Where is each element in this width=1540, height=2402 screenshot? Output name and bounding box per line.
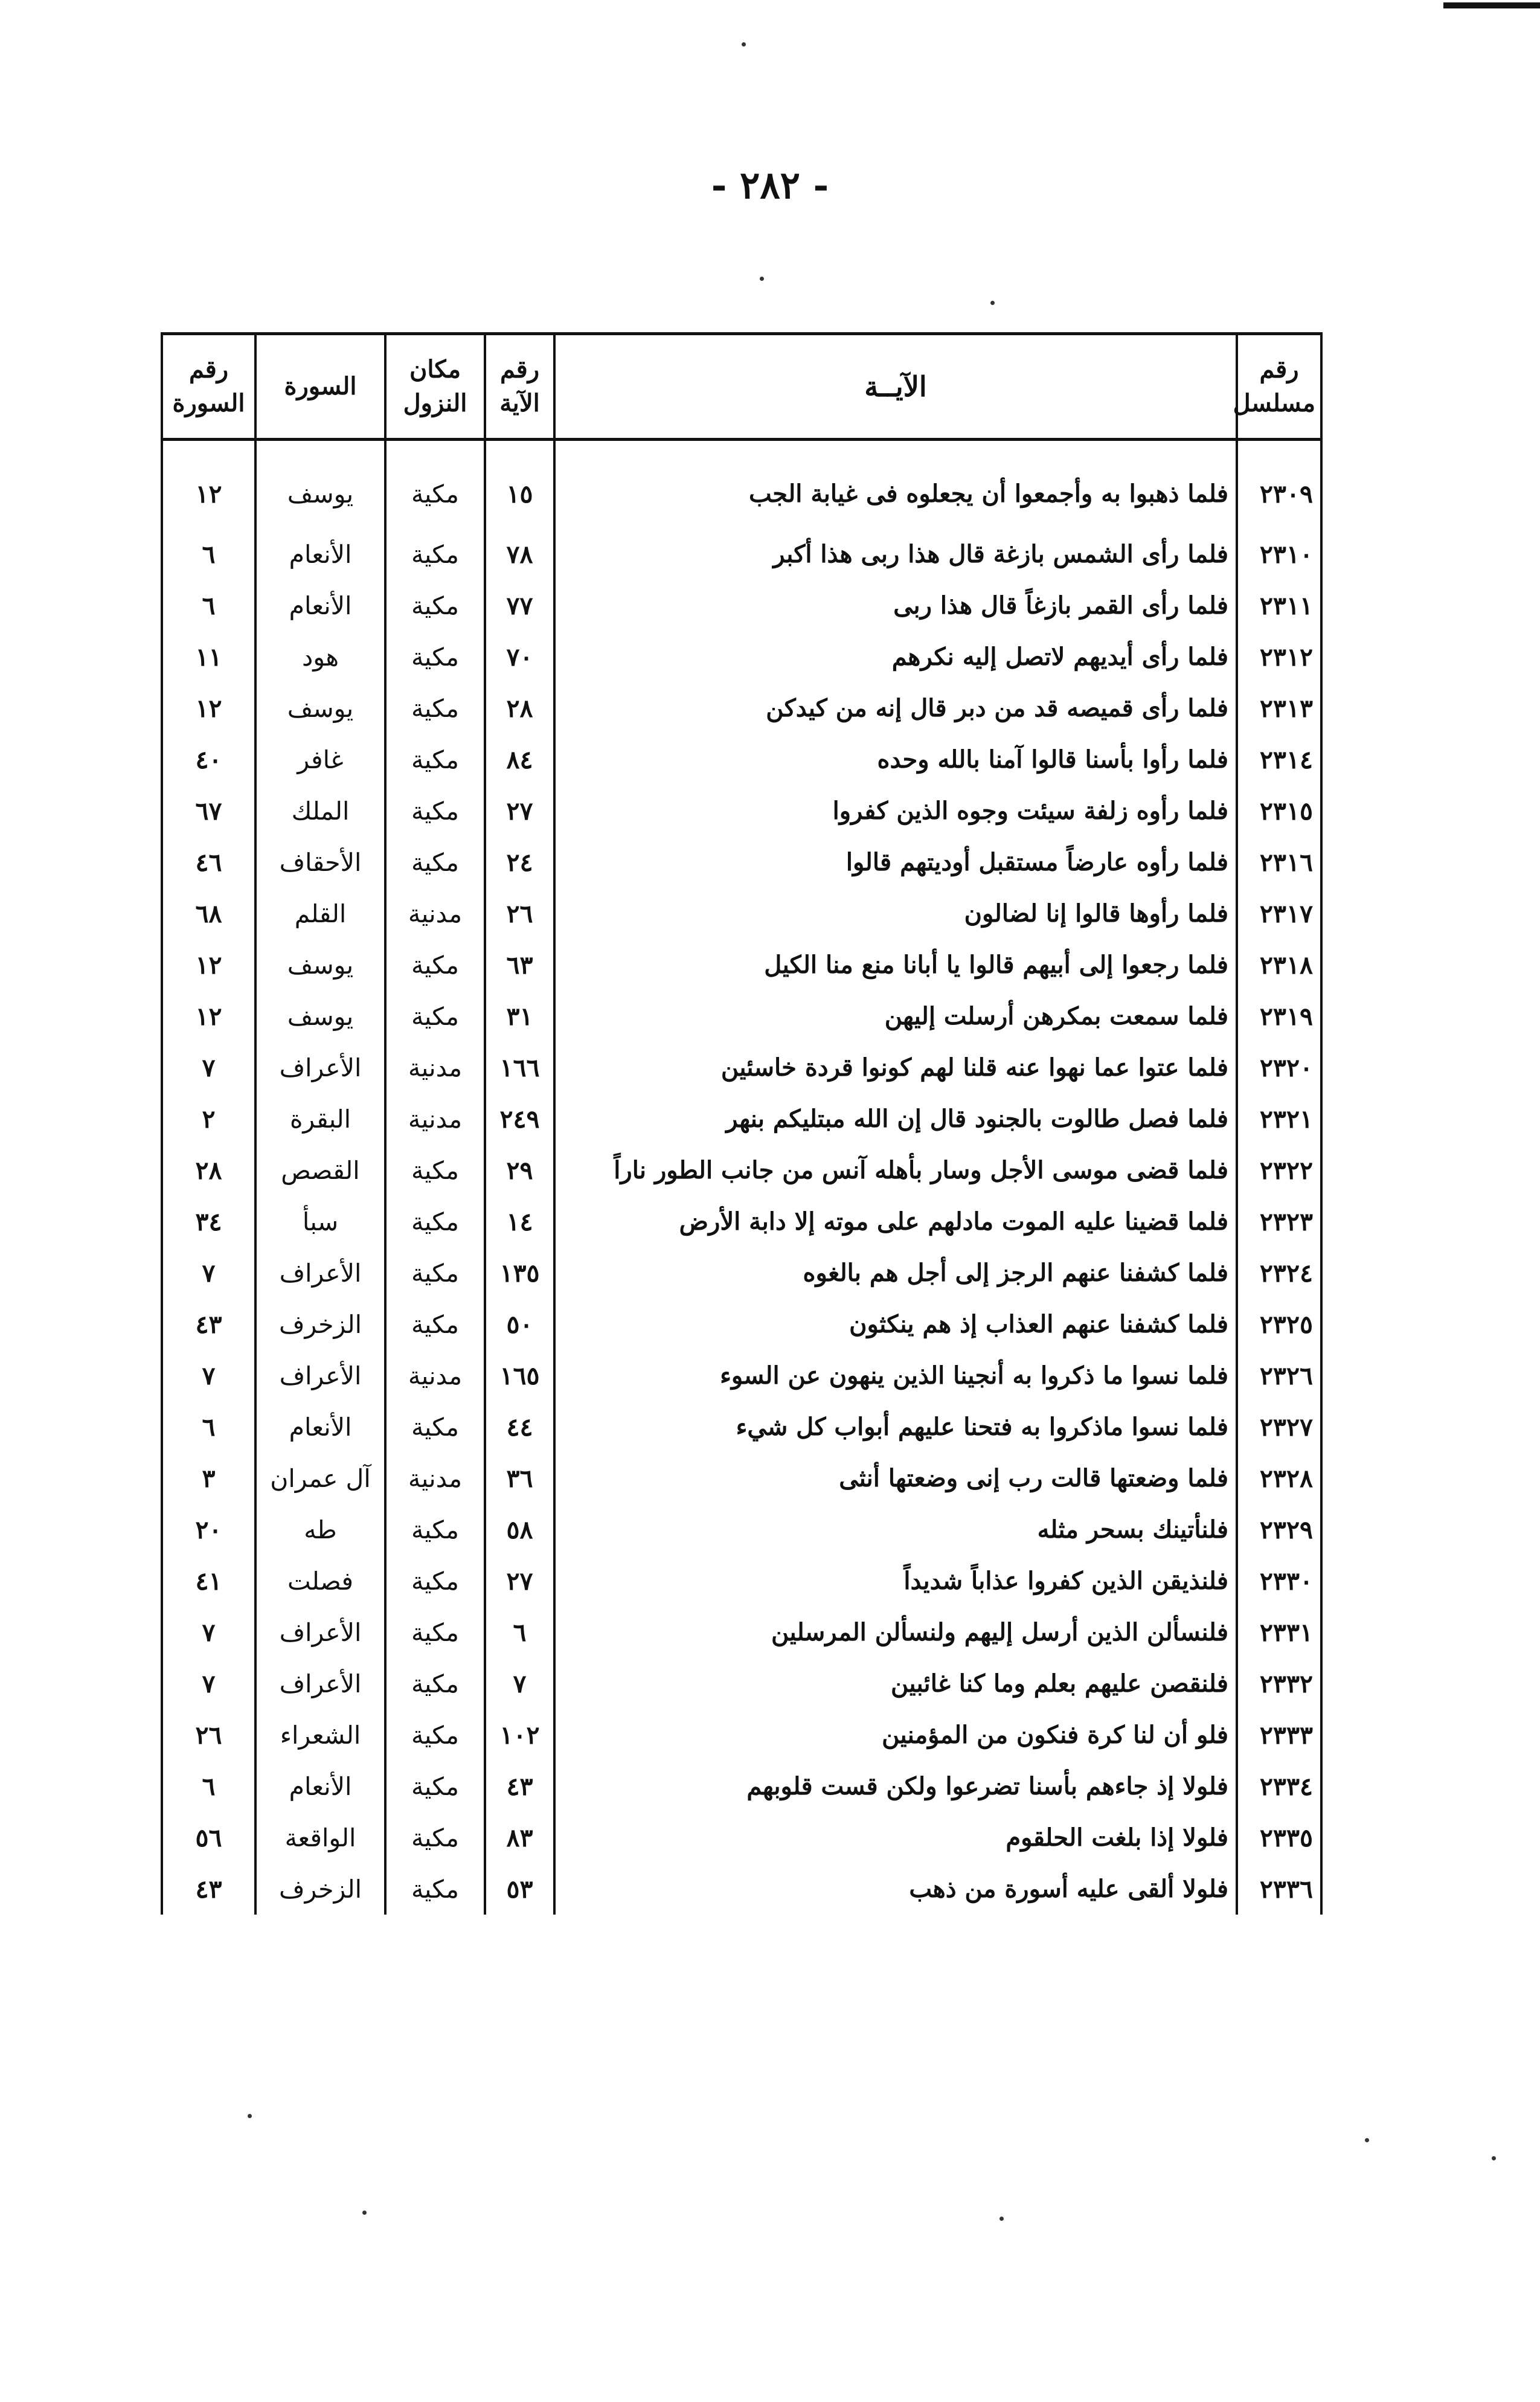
revelation-place-cell: مكية xyxy=(385,1863,485,1915)
surah-name-cell: غافر xyxy=(255,734,385,785)
surah-name-cell: سبأ xyxy=(255,1196,385,1247)
table-row xyxy=(162,528,1321,580)
verse-cell: فلما رأوها قالوا إنا لضالون xyxy=(554,888,1237,939)
surah-number-cell: ٦ xyxy=(162,528,255,580)
table-row xyxy=(162,1401,1321,1453)
surah-number-cell: ٤١ xyxy=(162,1555,255,1607)
serial-cell: ٢٣٣٣ xyxy=(1237,1709,1321,1761)
serial-cell: ٢٣٣٦ xyxy=(1237,1863,1321,1915)
verse-cell: فلولا ألقى عليه أسورة من ذهب xyxy=(554,1863,1237,1915)
revelation-place-cell: مكية xyxy=(385,1401,485,1453)
verse-cell: فلما رأوه زلفة سيئت وجوه الذين كفروا xyxy=(554,785,1237,837)
header-surah: السورة xyxy=(255,334,385,440)
surah-name-cell: الأنعام xyxy=(255,1761,385,1812)
serial-cell: ٢٣٢٧ xyxy=(1237,1401,1321,1453)
verse-cell: فلما رأى القمر بازغاً قال هذا ربى xyxy=(554,580,1237,631)
verse-cell: فلنقصن عليهم بعلم وما كنا غائبين xyxy=(554,1658,1237,1709)
serial-cell: ٢٣١٥ xyxy=(1237,785,1321,837)
serial-cell: ٢٣١٣ xyxy=(1237,682,1321,734)
surah-name-cell: يوسف xyxy=(255,991,385,1042)
verse-cell: فلما نسوا ماذكروا به فتحنا عليهم أبواب كل شيء xyxy=(554,1401,1237,1453)
serial-cell: ٢٣٢٠ xyxy=(1237,1042,1321,1093)
revelation-place-cell: مكية xyxy=(385,1504,485,1555)
surah-name-cell: الأعراف xyxy=(255,1607,385,1658)
verse-cell: فلنأتينك بسحر مثله xyxy=(554,1504,1237,1555)
table-row xyxy=(162,1042,1321,1093)
serial-cell: ٢٣٣١ xyxy=(1237,1607,1321,1658)
surah-number-cell: ٦٨ xyxy=(162,888,255,939)
verse-cell: فلما كشفنا عنهم العذاب إذ هم ينكثون xyxy=(554,1299,1237,1350)
serial-cell: ٢٣١٩ xyxy=(1237,991,1321,1042)
scan-speck xyxy=(362,2211,367,2215)
table-header-row xyxy=(162,334,1321,440)
revelation-place-cell: مكية xyxy=(385,682,485,734)
surah-number-cell: ٦٧ xyxy=(162,785,255,837)
ayah-number-cell: ٦ xyxy=(485,1607,554,1658)
table-row xyxy=(162,682,1321,734)
ayah-number-cell: ١٥ xyxy=(485,440,554,529)
serial-cell: ٢٣١٦ xyxy=(1237,837,1321,888)
revelation-place-cell: مكية xyxy=(385,1812,485,1863)
ayah-number-cell: ٢٧ xyxy=(485,1555,554,1607)
revelation-place-cell: مكية xyxy=(385,734,485,785)
verse-cell: فلما قضى موسى الأجل وسار بأهله آنس من جانب الطور ناراً xyxy=(554,1145,1237,1196)
revelation-place-cell: مكية xyxy=(385,1145,485,1196)
ayah-number-cell: ٧٨ xyxy=(485,528,554,580)
ayah-number-cell: ٢٧ xyxy=(485,785,554,837)
surah-name-cell: يوسف xyxy=(255,440,385,529)
surah-number-cell: ٤٠ xyxy=(162,734,255,785)
serial-cell: ٢٣٣٠ xyxy=(1237,1555,1321,1607)
serial-cell: ٢٣١٧ xyxy=(1237,888,1321,939)
surah-number-cell: ٣٤ xyxy=(162,1196,255,1247)
surah-number-cell: ١٢ xyxy=(162,939,255,991)
surah-name-cell: الأعراف xyxy=(255,1658,385,1709)
table-row xyxy=(162,1812,1321,1863)
ayah-number-cell: ١٣٥ xyxy=(485,1247,554,1299)
revelation-place-cell: مكية xyxy=(385,631,485,682)
table-row xyxy=(162,734,1321,785)
table-row xyxy=(162,939,1321,991)
verse-index-table-wrapper xyxy=(163,332,1323,1915)
serial-cell: ٢٣٣٢ xyxy=(1237,1658,1321,1709)
header-serial: رقم مسلسل xyxy=(1237,334,1321,440)
revelation-place-cell: مكية xyxy=(385,1658,485,1709)
ayah-number-cell: ٢٤٩ xyxy=(485,1093,554,1145)
table-row xyxy=(162,837,1321,888)
verse-cell: فلما نسوا ما ذكروا به أنجينا الذين ينهون عن السوء xyxy=(554,1350,1237,1401)
table-row xyxy=(162,1504,1321,1555)
ayah-number-cell: ٥٣ xyxy=(485,1863,554,1915)
surah-name-cell: الزخرف xyxy=(255,1299,385,1350)
revelation-place-cell: مكية xyxy=(385,991,485,1042)
surah-name-cell: يوسف xyxy=(255,682,385,734)
verse-cell: فلما عتوا عما نهوا عنه قلنا لهم كونوا قردة خاسئين xyxy=(554,1042,1237,1093)
revelation-place-cell: مدنية xyxy=(385,1093,485,1145)
table-row xyxy=(162,440,1321,529)
scan-speck xyxy=(742,42,746,47)
surah-number-cell: ٧ xyxy=(162,1247,255,1299)
serial-cell: ٢٣٢٥ xyxy=(1237,1299,1321,1350)
surah-number-cell: ٧ xyxy=(162,1350,255,1401)
serial-cell: ٢٣٢٩ xyxy=(1237,1504,1321,1555)
revelation-place-cell: مكية xyxy=(385,580,485,631)
surah-number-cell: ٧ xyxy=(162,1607,255,1658)
ayah-number-cell: ٨٤ xyxy=(485,734,554,785)
scan-speck xyxy=(248,2114,252,2118)
surah-name-cell: القصص xyxy=(255,1145,385,1196)
ayah-number-cell: ١٠٢ xyxy=(485,1709,554,1761)
surah-number-cell: ١١ xyxy=(162,631,255,682)
surah-name-cell: طه xyxy=(255,1504,385,1555)
ayah-number-cell: ٦٣ xyxy=(485,939,554,991)
revelation-place-cell: مدنية xyxy=(385,1350,485,1401)
serial-cell: ٢٣١٤ xyxy=(1237,734,1321,785)
verse-cell: فلنذيقن الذين كفروا عذاباً شديداً xyxy=(554,1555,1237,1607)
table-row xyxy=(162,1555,1321,1607)
surah-number-cell: ٤٦ xyxy=(162,837,255,888)
table-row xyxy=(162,1863,1321,1915)
ayah-number-cell: ٢٩ xyxy=(485,1145,554,1196)
header-surah-number: رقم السورة xyxy=(162,334,255,440)
surah-name-cell: الأعراف xyxy=(255,1247,385,1299)
surah-name-cell: الزخرف xyxy=(255,1863,385,1915)
surah-name-cell: الأنعام xyxy=(255,528,385,580)
verse-index-table xyxy=(161,332,1323,1915)
header-revelation-place: مكان النزول xyxy=(385,334,485,440)
table-row xyxy=(162,1658,1321,1709)
ayah-number-cell: ١٦٥ xyxy=(485,1350,554,1401)
surah-number-cell: ٢٦ xyxy=(162,1709,255,1761)
revelation-place-cell: مدنية xyxy=(385,888,485,939)
scan-speck xyxy=(999,2217,1004,2221)
verse-cell: فلما فصل طالوت بالجنود قال إن الله مبتليكم بنهر xyxy=(554,1093,1237,1145)
table-row xyxy=(162,1709,1321,1761)
verse-cell: فلو أن لنا كرة فنكون من المؤمنين xyxy=(554,1709,1237,1761)
revelation-place-cell: مكية xyxy=(385,1299,485,1350)
ayah-number-cell: ٣١ xyxy=(485,991,554,1042)
revelation-place-cell: مكية xyxy=(385,1196,485,1247)
header-ayah-number: رقم الآية xyxy=(485,334,554,440)
verse-cell: فلما سمعت بمكرهن أرسلت إليهن xyxy=(554,991,1237,1042)
table-row xyxy=(162,1145,1321,1196)
revelation-place-cell: مكية xyxy=(385,939,485,991)
table-row xyxy=(162,1350,1321,1401)
serial-cell: ٢٣٠٩ xyxy=(1237,440,1321,529)
surah-number-cell: ١٢ xyxy=(162,682,255,734)
surah-name-cell: فصلت xyxy=(255,1555,385,1607)
serial-cell: ٢٣١١ xyxy=(1237,580,1321,631)
surah-name-cell: القلم xyxy=(255,888,385,939)
surah-number-cell: ١٢ xyxy=(162,991,255,1042)
surah-number-cell: ٢٨ xyxy=(162,1145,255,1196)
table-row xyxy=(162,1093,1321,1145)
table-row xyxy=(162,888,1321,939)
ayah-number-cell: ٤٤ xyxy=(485,1401,554,1453)
surah-name-cell: الواقعة xyxy=(255,1812,385,1863)
revelation-place-cell: مكية xyxy=(385,1607,485,1658)
surah-number-cell: ٢٠ xyxy=(162,1504,255,1555)
verse-cell: فلما رجعوا إلى أبيهم قالوا يا أبانا منع منا الكيل xyxy=(554,939,1237,991)
revelation-place-cell: مكية xyxy=(385,1555,485,1607)
revelation-place-cell: مكية xyxy=(385,528,485,580)
surah-number-cell: ٧ xyxy=(162,1042,255,1093)
surah-name-cell: آل عمران xyxy=(255,1453,385,1504)
surah-name-cell: الأعراف xyxy=(255,1042,385,1093)
verse-cell: فلما كشفنا عنهم الرجز إلى أجل هم بالغوه xyxy=(554,1247,1237,1299)
table-row xyxy=(162,580,1321,631)
surah-name-cell: الملك xyxy=(255,785,385,837)
revelation-place-cell: مكية xyxy=(385,1709,485,1761)
surah-name-cell: البقرة xyxy=(255,1093,385,1145)
verse-cell: فلما قضينا عليه الموت مادلهم على موته إلا دابة الأرض xyxy=(554,1196,1237,1247)
table-row xyxy=(162,785,1321,837)
serial-cell: ٢٣٢٣ xyxy=(1237,1196,1321,1247)
table-row xyxy=(162,631,1321,682)
scan-speck xyxy=(1492,2156,1496,2160)
page-number: - ٢٨٢ - xyxy=(711,163,829,207)
surah-number-cell: ٤٣ xyxy=(162,1863,255,1915)
surah-name-cell: الأعراف xyxy=(255,1350,385,1401)
ayah-number-cell: ٢٨ xyxy=(485,682,554,734)
serial-cell: ٢٣٣٥ xyxy=(1237,1812,1321,1863)
table-row xyxy=(162,991,1321,1042)
ayah-number-cell: ٣٦ xyxy=(485,1453,554,1504)
surah-name-cell: الأحقاف xyxy=(255,837,385,888)
ayah-number-cell: ٤٣ xyxy=(485,1761,554,1812)
surah-number-cell: ١٢ xyxy=(162,440,255,529)
ayah-number-cell: ٨٣ xyxy=(485,1812,554,1863)
table-row xyxy=(162,1453,1321,1504)
table-row xyxy=(162,1607,1321,1658)
serial-cell: ٢٣١٨ xyxy=(1237,939,1321,991)
table-row xyxy=(162,1761,1321,1812)
ayah-number-cell: ٧٠ xyxy=(485,631,554,682)
surah-name-cell: هود xyxy=(255,631,385,682)
surah-name-cell: الشعراء xyxy=(255,1709,385,1761)
surah-number-cell: ٧ xyxy=(162,1658,255,1709)
serial-cell: ٢٣١٢ xyxy=(1237,631,1321,682)
verse-cell: فلما رأوا بأسنا قالوا آمنا بالله وحده xyxy=(554,734,1237,785)
ayah-number-cell: ٧٧ xyxy=(485,580,554,631)
verse-cell: فلما ذهبوا به وأجمعوا أن يجعلوه فى غيابة الجب xyxy=(554,440,1237,529)
ayah-number-cell: ٢٤ xyxy=(485,837,554,888)
surah-number-cell: ٦ xyxy=(162,1761,255,1812)
verse-cell: فلنسألن الذين أرسل إليهم ولنسألن المرسلين xyxy=(554,1607,1237,1658)
serial-cell: ٢٣٢٨ xyxy=(1237,1453,1321,1504)
verse-cell: فلما رأوه عارضاً مستقبل أوديتهم قالوا xyxy=(554,837,1237,888)
revelation-place-cell: مكية xyxy=(385,785,485,837)
ayah-number-cell: ٥٨ xyxy=(485,1504,554,1555)
surah-number-cell: ٦ xyxy=(162,580,255,631)
revelation-place-cell: مكية xyxy=(385,1761,485,1812)
revelation-place-cell: مكية xyxy=(385,837,485,888)
ayah-number-cell: ٥٠ xyxy=(485,1299,554,1350)
corner-rule xyxy=(1443,2,1540,8)
ayah-number-cell: ١٦٦ xyxy=(485,1042,554,1093)
scan-speck xyxy=(760,277,764,281)
surah-number-cell: ٤٣ xyxy=(162,1299,255,1350)
verse-cell: فلما رأى أيديهم لاتصل إليه نكرهم xyxy=(554,631,1237,682)
scan-speck xyxy=(1365,2138,1369,2142)
revelation-place-cell: مدنية xyxy=(385,1042,485,1093)
header-verse: الآيــة xyxy=(554,334,1237,440)
ayah-number-cell: ٢٦ xyxy=(485,888,554,939)
revelation-place-cell: مكية xyxy=(385,1247,485,1299)
revelation-place-cell: مكية xyxy=(385,440,485,529)
verse-cell: فلما وضعتها قالت رب إنى وضعتها أنثى xyxy=(554,1453,1237,1504)
verse-cell: فلما رأى قميصه قد من دبر قال إنه من كيدكن xyxy=(554,682,1237,734)
surah-name-cell: الأنعام xyxy=(255,580,385,631)
surah-number-cell: ٥٦ xyxy=(162,1812,255,1863)
table-row xyxy=(162,1196,1321,1247)
serial-cell: ٢٣٢٦ xyxy=(1237,1350,1321,1401)
table-row xyxy=(162,1247,1321,1299)
surah-number-cell: ٢ xyxy=(162,1093,255,1145)
verse-cell: فلولا إذا بلغت الحلقوم xyxy=(554,1812,1237,1863)
ayah-number-cell: ٧ xyxy=(485,1658,554,1709)
scan-speck xyxy=(990,301,995,305)
revelation-place-cell: مدنية xyxy=(385,1453,485,1504)
serial-cell: ٢٣٢١ xyxy=(1237,1093,1321,1145)
surah-number-cell: ٦ xyxy=(162,1401,255,1453)
serial-cell: ٢٣٣٤ xyxy=(1237,1761,1321,1812)
serial-cell: ٢٣٢٤ xyxy=(1237,1247,1321,1299)
serial-cell: ٢٣٢٢ xyxy=(1237,1145,1321,1196)
ayah-number-cell: ١٤ xyxy=(485,1196,554,1247)
surah-name-cell: الأنعام xyxy=(255,1401,385,1453)
verse-cell: فلما رأى الشمس بازغة قال هذا ربى هذا أكبر xyxy=(554,528,1237,580)
surah-name-cell: يوسف xyxy=(255,939,385,991)
verse-cell: فلولا إذ جاءهم بأسنا تضرعوا ولكن قست قلوبهم xyxy=(554,1761,1237,1812)
table-row xyxy=(162,1299,1321,1350)
serial-cell: ٢٣١٠ xyxy=(1237,528,1321,580)
surah-number-cell: ٣ xyxy=(162,1453,255,1504)
